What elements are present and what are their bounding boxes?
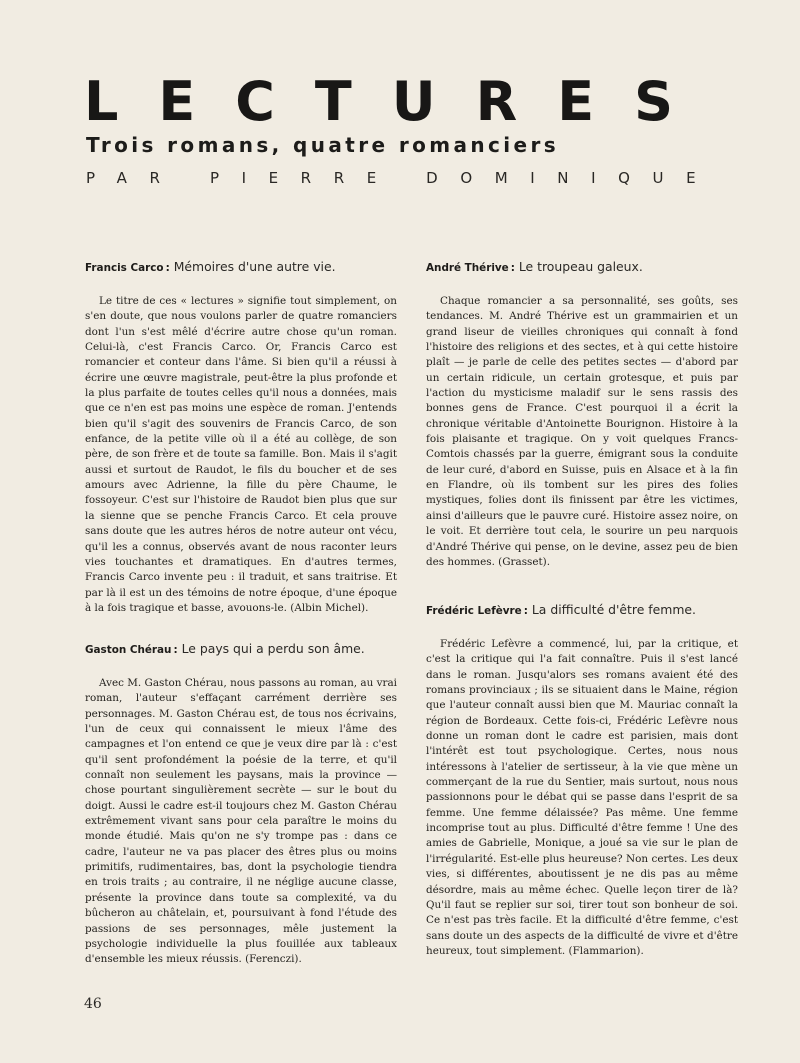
review-body: Avec M. Gaston Chérau, nous passons au roman, au vrai roman, l'auteur s'effaçant carrément derrière ses personnages. M. Gaston Chérau est, de tous nos écrivains, l'un de ceux qui connaissent le mieux l'âme des campagnes et l'on entend ce que je veux dire par là : c'est qu'il sent profondément la poésie de la terre, et qu'il connaît non seulement les paysans, mais la province — chose pourtant singulièrement secrète — sur le bout du doigt. Aussi le cadre est-il toujours chez M. Gaston Chérau extrêmement vivant sans pour cela paraître le moins du monde étudié. Mais qu'on ne s'y trompe pas : dans ce cadre, l'auteur ne va pas placer des êtres plus ou moins primitifs, rudimentaires, bas, dont la psychologie tiendra en trois traits ; au contraire, il ne néglige aucune classe, présente la province dans toute sa complexité, va du bûcheron au châtelain, et, poursuivant à fond l'étude des passions de ses personnages, mêle justement la psychologie individuelle la plus fouillée aux tableaux d'ensemble les mieux réussis. (Ferenczi). bbox=[85, 677, 397, 966]
page-title: LECTURES bbox=[84, 70, 713, 133]
review-heading bbox=[426, 601, 738, 619]
review-heading bbox=[426, 258, 738, 276]
review-work-title: Mémoires d'une autre vie. bbox=[173, 259, 336, 274]
review-body: Chaque romancier a sa personnalité, ses goûts, ses tendances. M. André Thérive est un grammairien et un grand liseur de vieilles chroniques qui connaît à fond l'histoire des religions et des sectes, et à qui cette histoire plaît — je parle de celle des petites sectes — d'abord par un certain ridicule, un certain grotesque, et puis par l'action du mysticisme maladif sur le sens rassis des bonnes gens de France. C'est pourquoi il a écrit la chronique véritable d'Antoinette Bourignon. Histoire à la fois plaisante et tragique. On y voit quelques Francs-Comtois chassés par la guerre, émigrant sous la conduite de leur curé, d'abord en Suisse, puis en Alsace et à la fin en Flandre, où ils tombent sur les pires des folies mystiques, folies dont ils finissent par être les victimes, ainsi d'ailleurs que le pauvre curé. Histoire assez noire, on le voit. Et derrière tout cela, le sourire un peu narquois d'André Thérive qui pense, on le devine, assez peu de bien des hommes. (Grasset). bbox=[426, 295, 738, 568]
review-work-title: Le pays qui a perdu son âme. bbox=[181, 641, 365, 656]
review-body: Frédéric Lefèvre a commencé, lui, par la critique, et c'est la critique qui l'a fait connaître. Puis il s'est lancé dans le roman. Jusqu'alors ses romans avaient été des romans provinciaux ; ils se situaient dans le Maine, région que l'auteur connaît aussi bien que M. Mauriac connaît la région de Bordeaux. Cette fois-ci, Frédéric Lefèvre nous donne un roman dont le cadre est parisien, mais dont l'intérêt est tout psychologique. Certes, nous nous intéressons à l'atelier de sertisseur, à la vie que mène un commerçant de la rue du Sentier, mais surtout, nous nous passionnons pour le débat qui se passe dans l'esprit de sa femme. Une femme délaissée? Pas même. Une femme incomprise tout au plus. Difficulté d'être femme ! Une des amies de Gabrielle, Monique, a joué sa vie sur le plan de l'irrégularité. Est-elle plus heureuse? Non certes. Les deux vies, si différentes, aboutissent je ne dis pas au même désordre, mais au même échec. Quelle leçon tirer de là? Qu'il faut se replier sur soi, tirer tout son bonheur de soi. Ce n'est pas très facile. Et la difficulté d'être femme, c'est sans doute un des aspects de la difficulté de vivre et d'être heureux, tout simplement. (Flammarion). bbox=[426, 638, 738, 957]
review-andre-therive bbox=[426, 258, 738, 570]
review-author: Gaston Chérau bbox=[85, 644, 172, 656]
page-subtitle: Trois romans, quatre romanciers bbox=[86, 133, 560, 157]
review-author: Frédéric Lefèvre bbox=[426, 605, 522, 617]
heading-separator: : bbox=[165, 262, 170, 274]
review-author: André Thérive bbox=[426, 262, 509, 274]
review-francis-carco bbox=[85, 258, 397, 616]
heading-separator: : bbox=[510, 262, 515, 274]
heading-separator: : bbox=[173, 644, 178, 656]
review-body: Le titre de ces « lectures » signifie tout simplement, on s'en doute, que nous voulons parler de quatre romanciers dont l'un s'est mêlé d'écrire autre chose qu'un roman. Celui-là, c'est Francis Carco. Or, Francis Carco est romancier et conteur dans l'âme. Si bien qu'il a réussi à écrire une œuvre magistrale, peut-être la plus profonde et la plus parfaite de toutes celles qu'il nous a données, mais que ce n'en est pas moins une espèce de roman. J'entends bien qu'il s'agit des souvenirs de Francis Carco, de son enfance, de la petite ville où il a été au collège, de son père, de son frère et de toute sa famille. Bon. Mais il s'agit aussi et surtout de Raudot, le fils du boucher et de ses amours avec Adrienne, la fille du père Chaume, le fossoyeur. C'est sur l'histoire de Raudot bien plus que sur la sienne que se penche Francis Carco. Et cela prouve sans doute que les autres héros de notre auteur ont vécu, qu'il les a connus, observés avant de nous raconter leurs vies touchantes et dramatiques. En d'autres termes, Francis Carco invente peu : il traduit, et sans traitrise. Et par là il est un des témoins de notre époque, d'une époque à la fois tragique et basse, avouons-le. (Albin Michel). bbox=[85, 295, 397, 614]
review-heading bbox=[85, 640, 397, 658]
review-gaston-cherau bbox=[85, 640, 397, 968]
review-frederic-lefevre bbox=[426, 601, 738, 959]
byline: PAR PIERRE DOMINIQUE bbox=[86, 169, 719, 187]
review-work-title: La difficulté d'être femme. bbox=[531, 602, 696, 617]
heading-separator: : bbox=[523, 605, 528, 617]
review-author: Francis Carco bbox=[85, 262, 164, 274]
review-heading bbox=[85, 258, 397, 276]
page-number: 46 bbox=[84, 996, 102, 1012]
review-work-title: Le troupeau galeux. bbox=[518, 259, 643, 274]
